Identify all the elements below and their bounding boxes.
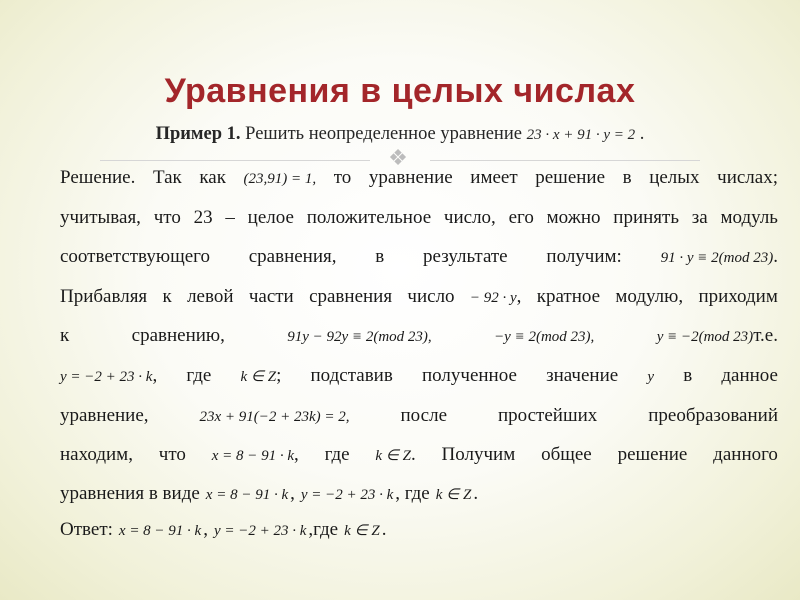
punct: , [203, 519, 208, 540]
word: уравнение [368, 167, 453, 188]
word: принять [613, 207, 679, 228]
k-in-z: k ∈ Z [344, 523, 380, 539]
word: полученное [422, 365, 517, 386]
word: число [407, 286, 455, 307]
word: преобразований [648, 405, 778, 426]
word: к [60, 325, 70, 346]
term-formula: − 92 · y [469, 290, 517, 306]
word: данного [713, 444, 778, 465]
punct: , [290, 483, 295, 504]
word: целых [649, 167, 700, 188]
answer-label: Ответ: [60, 519, 113, 540]
word: можно [546, 207, 601, 228]
example-text: Решить неопределенное уравнение [245, 124, 522, 144]
word: получим: [546, 246, 622, 267]
solution-line-3 [60, 242, 778, 272]
word: числах; [717, 167, 778, 188]
punct: , [152, 365, 158, 386]
word: что [153, 207, 181, 228]
word: то [333, 167, 352, 188]
word: Получим [441, 444, 516, 465]
word: уравнения в виде [60, 483, 200, 504]
word: после [400, 405, 448, 426]
word: в [683, 365, 693, 386]
word: – [225, 207, 235, 228]
solution-line-1 [60, 163, 778, 193]
solution-line-2 [60, 203, 778, 233]
solution-line-6 [60, 361, 778, 391]
word: соответствующего [60, 246, 210, 267]
congruence-step-2: −y ≡ 2(mod 23), [494, 329, 595, 345]
punct: , [516, 286, 522, 307]
example-equation: 23 · x + 91 · y = 2 [526, 127, 636, 143]
substitution-formula: 23x + 91(−2 + 23k) = 2, [199, 409, 350, 425]
word: сравнению, [131, 325, 225, 346]
formula [661, 242, 778, 273]
word: уравнение, [60, 405, 149, 426]
word: где [186, 365, 212, 386]
k-in-z: k ∈ Z [435, 487, 472, 503]
word: в [622, 167, 632, 188]
y-formula: y = −2 + 23 · k [60, 369, 153, 385]
gcd-formula: (23,91) = 1 [243, 171, 313, 187]
k-in-z: k ∈ Z [240, 369, 277, 385]
word: ,где [308, 519, 339, 540]
formula [60, 361, 157, 392]
word: подставив [310, 365, 393, 386]
punct: , [294, 444, 299, 465]
formula [657, 321, 778, 352]
word: простейших [497, 405, 598, 426]
word: общее [541, 444, 592, 465]
word: целое [247, 207, 294, 228]
word: значение [546, 365, 619, 386]
word: приходим [698, 286, 778, 307]
congruence-step-3: y ≡ −2(mod 23) [656, 329, 754, 345]
punct: . [410, 444, 416, 465]
x-formula: x = 8 − 91 · k [211, 448, 295, 464]
word: решение [535, 167, 606, 188]
word: 23 [193, 207, 213, 228]
word: решение [617, 444, 688, 465]
solution-line-5 [60, 321, 778, 351]
word: в [375, 246, 385, 267]
ornament-icon: ❖ [388, 146, 408, 171]
word: за [691, 207, 708, 228]
word: его [508, 207, 534, 228]
word: модулю, [615, 286, 684, 307]
word: кратное [536, 286, 601, 307]
word: т.е. [753, 325, 778, 346]
word: данное [721, 365, 778, 386]
punct: . [381, 519, 387, 540]
y-formula: y = −2 + 23 · k [213, 523, 307, 539]
k-in-z: k ∈ Z [375, 448, 411, 464]
x-formula: x = 8 − 91 · k [118, 523, 202, 539]
word: , где [395, 483, 430, 504]
word: Так [152, 167, 182, 188]
word: Решение. [60, 167, 136, 188]
punct: ; [276, 365, 282, 386]
word: модуль [720, 207, 778, 228]
solution-line-9 [60, 479, 778, 509]
word: имеет [470, 167, 518, 188]
word: сравнения, [248, 246, 337, 267]
example-end: . [639, 124, 645, 144]
word: к [162, 286, 172, 307]
word: учитывая, [60, 207, 141, 228]
word: левой [187, 286, 234, 307]
divider-left [100, 160, 370, 161]
word: результате [423, 246, 508, 267]
word: сравнения [309, 286, 393, 307]
formula [212, 440, 299, 471]
punct: , [312, 171, 317, 187]
word: положительное [306, 207, 432, 228]
y-formula: y = −2 + 23 · k [300, 487, 394, 503]
word: находим, [60, 444, 133, 465]
word: где [324, 444, 350, 465]
formula [244, 164, 317, 194]
word: число, [443, 207, 496, 228]
example-statement [0, 124, 800, 145]
formula [375, 440, 415, 471]
x-formula: x = 8 − 91 · k [205, 487, 289, 503]
example-label: Пример 1. [155, 124, 241, 144]
word: как [199, 167, 226, 188]
divider-right [430, 160, 700, 161]
var-y: y [647, 369, 655, 385]
word: Прибавляя [60, 286, 148, 307]
congruence-step-1: 91y − 92y ≡ 2(mod 23), [287, 329, 432, 345]
solution-line-4 [60, 282, 778, 312]
congruence-formula: 91 · y ≡ 2(mod 23) [660, 250, 774, 266]
punct: . [473, 483, 479, 504]
formula [470, 282, 522, 313]
solution-line-7 [60, 401, 778, 431]
slide-title: Уравнения в целых числах [164, 72, 636, 110]
formula [240, 361, 281, 392]
punct: . [773, 246, 778, 267]
word: что [158, 444, 186, 465]
solution-line-8 [60, 440, 778, 470]
answer-line [60, 515, 778, 545]
word: части [248, 286, 294, 307]
